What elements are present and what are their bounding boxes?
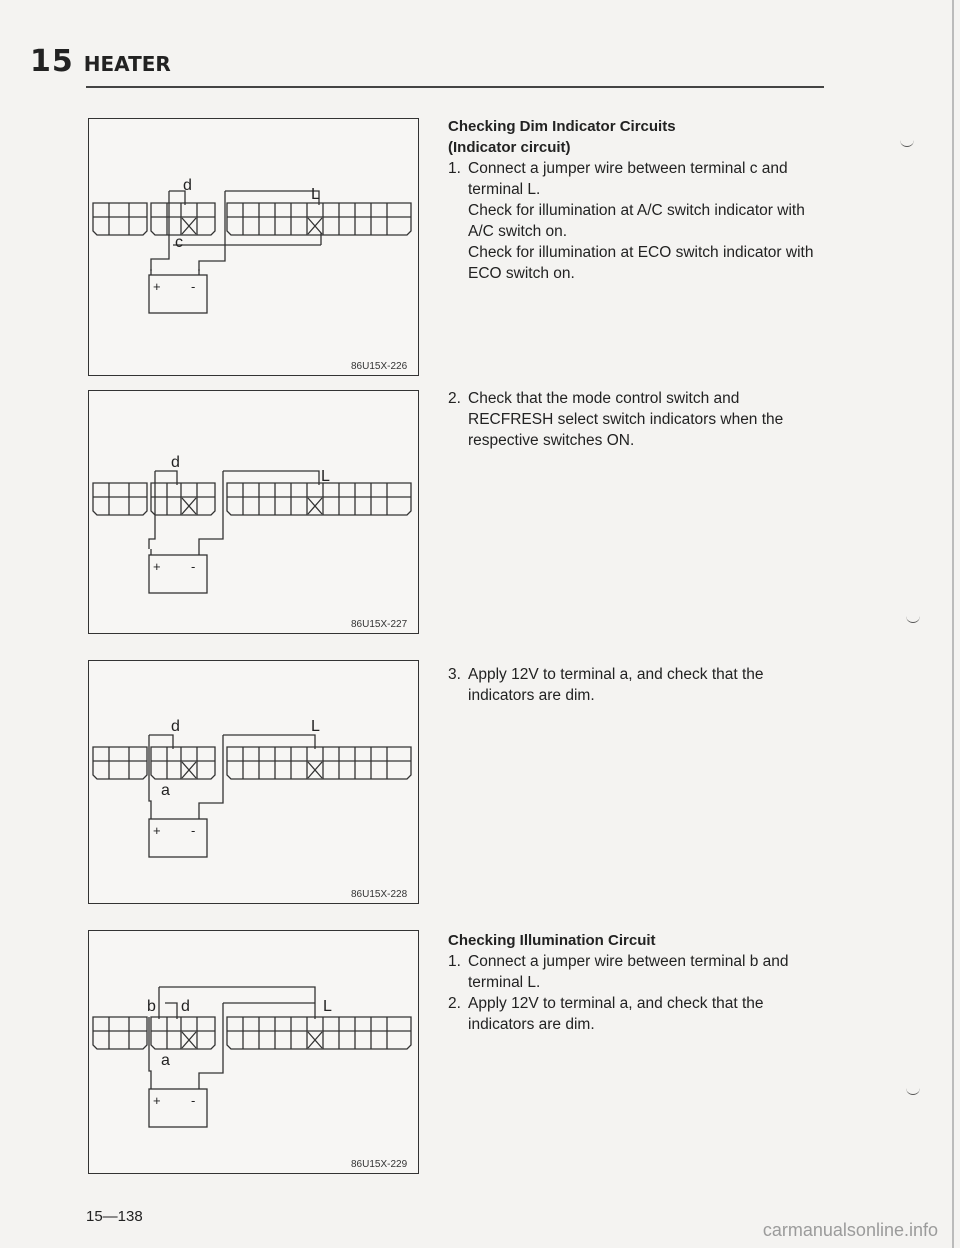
- terminal-b-label: b: [147, 998, 156, 1015]
- dim-step-2: [448, 388, 828, 451]
- battery-minus: -: [191, 279, 196, 294]
- figure-code: 86U15X-227: [351, 619, 408, 630]
- terminal-a-label: a: [161, 1052, 170, 1069]
- step-text: Check that the mode control switch and RECFRESH select switch indicators when the respective switches ON.: [468, 390, 784, 449]
- step-text: Connect a jumper wire between terminal c and terminal L.: [468, 160, 788, 198]
- binder-hole-mark: [906, 1088, 920, 1095]
- battery-plus: +: [153, 559, 161, 574]
- wiring-diagram: [89, 119, 418, 375]
- page-header: [30, 44, 171, 79]
- figure-229: [88, 930, 419, 1174]
- step-text: Check for illumination at A/C switch indicator with A/C switch on.: [468, 202, 805, 240]
- step-text: Apply 12V to terminal a, and check that the indicators are dim.: [468, 666, 764, 704]
- section-number: 15: [30, 44, 74, 79]
- section-subheading: (Indicator circuit): [448, 139, 571, 156]
- section-heading: Checking Illumination Circuit: [448, 932, 656, 949]
- step-number: 3.: [448, 666, 461, 683]
- terminal-d-label: d: [171, 718, 180, 735]
- terminal-L-label: L: [311, 718, 320, 735]
- watermark: carmanualsonline.info: [762, 1220, 938, 1240]
- step-3: [448, 664, 828, 706]
- step-number: 2.: [448, 390, 461, 407]
- battery-minus: -: [191, 559, 196, 574]
- binder-hole-mark: [900, 140, 914, 147]
- step-number: 1.: [448, 953, 461, 970]
- step-1: [448, 951, 828, 993]
- terminal-c-label: c: [175, 234, 183, 251]
- page-edge-shadow: [952, 0, 954, 1248]
- terminal-d-label: d: [181, 998, 190, 1015]
- wiring-diagram: [89, 661, 418, 903]
- terminal-L-label: L: [321, 468, 330, 485]
- section-name: HEATER: [83, 52, 171, 76]
- figure-code: 86U15X-226: [351, 361, 408, 372]
- step-text: Check for illumination at ECO switch indicator with ECO switch on.: [468, 244, 814, 282]
- battery-plus: +: [153, 823, 161, 838]
- header-rule: [86, 86, 824, 88]
- wiring-diagram: [89, 931, 418, 1173]
- figure-226: [88, 118, 419, 376]
- page-number: 15—138: [86, 1208, 143, 1225]
- wiring-diagram: [89, 391, 418, 633]
- figure-code: 86U15X-229: [351, 1159, 408, 1170]
- section-heading: Checking Dim Indicator Circuits: [448, 118, 676, 135]
- binder-hole-mark: [906, 616, 920, 623]
- battery-plus: +: [153, 1093, 161, 1108]
- battery-plus: +: [153, 279, 161, 294]
- step-text: Connect a jumper wire between terminal b and terminal L.: [468, 953, 789, 991]
- step-number: 2.: [448, 995, 461, 1012]
- terminal-d-label: d: [171, 454, 180, 471]
- step-number: 1.: [448, 160, 461, 177]
- illumination-section: [448, 930, 828, 1035]
- battery-minus: -: [191, 823, 196, 838]
- figure-227: [88, 390, 419, 634]
- figure-228: [88, 660, 419, 904]
- terminal-a-label: a: [161, 782, 170, 799]
- step-text: Apply 12V to terminal a, and check that the indicators are dim.: [468, 995, 764, 1033]
- terminal-L-label: L: [323, 998, 332, 1015]
- terminal-d-label: d: [183, 177, 192, 194]
- step-2: [448, 993, 828, 1035]
- step-2: [448, 388, 828, 451]
- dim-indicator-section: [448, 116, 828, 284]
- figure-code: 86U15X-228: [351, 889, 408, 900]
- terminal-L-label: L: [311, 186, 320, 203]
- battery-minus: -: [191, 1093, 196, 1108]
- step-1: [448, 158, 828, 284]
- dim-step-3: [448, 664, 828, 706]
